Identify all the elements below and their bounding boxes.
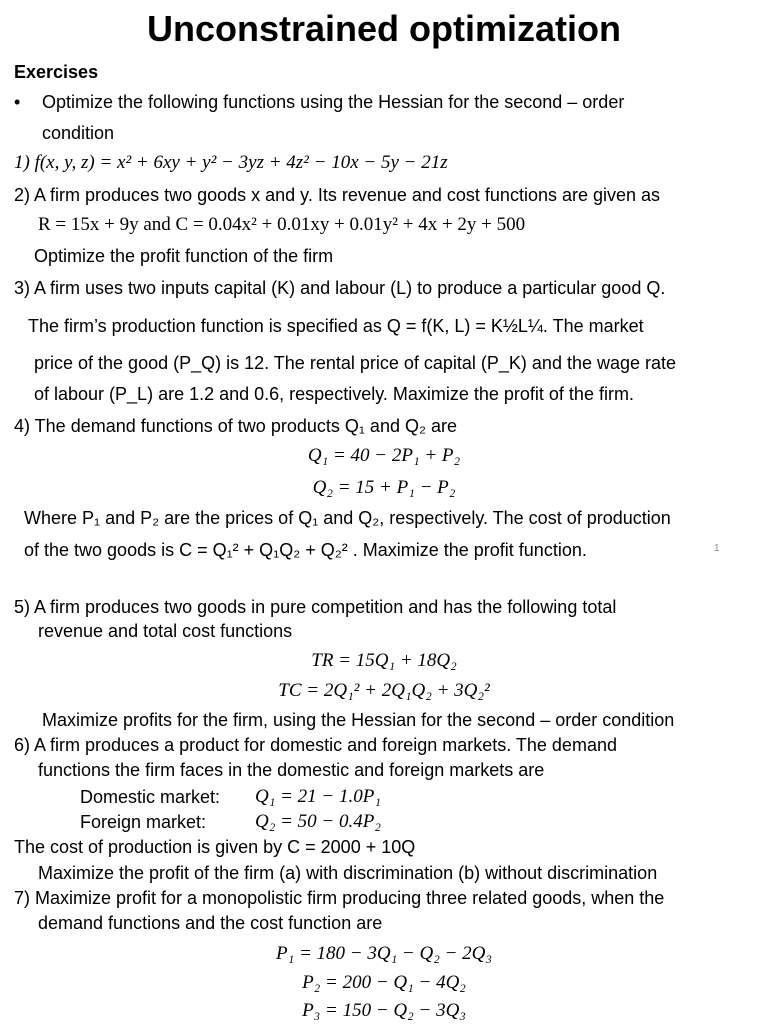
question-7-line-1: 7) Maximize profit for a monopolistic firm producing three related goods, when the [14, 888, 665, 908]
question-6-line-2: functions the firm faces in the domestic and foreign markets are [38, 760, 545, 780]
question-5-line-1: 5) A firm produces two goods in pure competition and has the following total [14, 597, 617, 617]
question-4-line-3: of the two goods is C = Q₁² + Q₁Q₂ + Q₂² . Maximize the profit function. [24, 540, 587, 560]
question-5-line-2: revenue and total cost functions [38, 621, 293, 641]
question-7-equation-2: P₂ = 200 − Q₁ − 4Q₂ [302, 972, 466, 993]
question-7-equation-3: P₃ = 150 − Q₂ − 3Q₃ [302, 1000, 466, 1021]
question-3-line-3: price of the good (P_Q) is 12. The rental price of capital (P_K) and the wage rate [34, 353, 677, 373]
bullet-marker: • [14, 92, 21, 112]
question-6-domestic-equation: Q₁ = 21 − 1.0P₁ [255, 786, 381, 807]
slide-number: 1 [714, 543, 720, 554]
question-6-domestic-label: Domestic market: [80, 787, 221, 807]
question-2-equation: R = 15x + 9y and C = 0.04x² + 0.01xy + 0.01y² + 4x + 2y + 500 [38, 214, 526, 235]
intro-line-1: Optimize the following functions using the Hessian for the second – order [42, 92, 625, 112]
question-6-foreign-label: Foreign market: [80, 812, 207, 832]
question-6-foreign-equation: Q₂ = 50 − 0.4P₂ [255, 811, 381, 832]
question-6-line-3: The cost of production is given by C = 2000 + 10Q [14, 837, 416, 857]
question-7-equation-1: P₁ = 180 − 3Q₁ − Q₂ − 2Q₃ [276, 943, 492, 964]
question-7-line-2: demand functions and the cost function are [38, 913, 383, 933]
question-6-line-1: 6) A firm produces a product for domestic and foreign markets. The demand [14, 735, 617, 755]
question-2-line-1: 2) A firm produces two goods x and y. Its revenue and cost functions are given as [14, 185, 661, 205]
question-4-line-2: Where P₁ and P₂ are the prices of Q₁ and Q₂, respectively. The cost of production [24, 508, 671, 528]
question-5-equation-2: TC = 2Q₁² + 2Q₁Q₂ + 3Q₂² [278, 680, 490, 701]
question-4-line-1: 4) The demand functions of two products Q₁ and Q₂ are [14, 416, 457, 436]
question-1: 1) f(x, y, z) = x² + 6xy + y² − 3yz + 4z² − 10x − 5y − 21z [14, 152, 448, 173]
question-3-line-1: 3) A firm uses two inputs capital (K) and labour (L) to produce a particular good Q. [14, 278, 666, 298]
exercises-heading: Exercises [14, 62, 99, 82]
question-5-line-3: Maximize profits for the firm, using the Hessian for the second – order condition [42, 710, 675, 730]
question-4-equation-1: Q₁ = 40 − 2P₁ + P₂ [307, 445, 461, 466]
question-3-line-2: The firm’s production function is specified as Q = f(K, L) = K½L¼. The market [28, 316, 644, 336]
question-5-equation-1: TR = 15Q₁ + 18Q₂ [311, 650, 457, 671]
question-4-equation-2: Q₂ = 15 + P₁ − P₂ [312, 477, 456, 498]
question-3-line-4: of labour (P_L) are 1.2 and 0.6, respectively. Maximize the profit of the firm. [34, 384, 634, 404]
question-6-line-4: Maximize the profit of the firm (a) with discrimination (b) without discrimination [38, 863, 658, 883]
question-2-line-3: Optimize the profit function of the firm [34, 246, 334, 266]
intro-line-2: condition [42, 123, 115, 143]
page-title: Unconstrained optimization [146, 8, 621, 49]
